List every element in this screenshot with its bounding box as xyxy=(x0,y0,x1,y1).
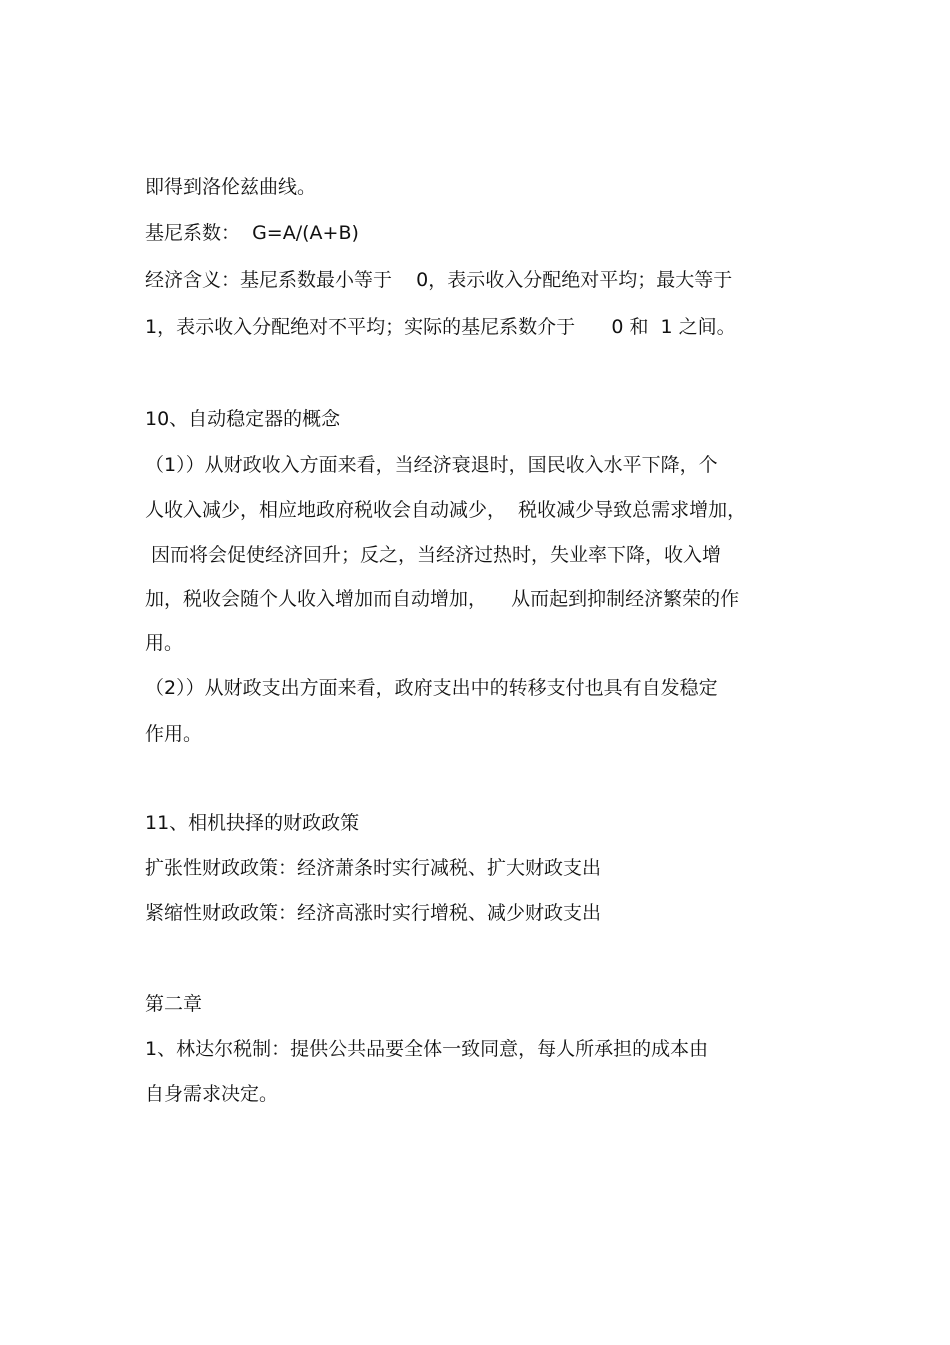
section-heading: 11、相机抉择的财政政策 xyxy=(145,812,360,834)
text-line: 即得到洛伦兹曲线。 xyxy=(145,176,317,198)
text-line: 经济含义：基尼系数最小等于 0，表示收入分配绝对平均；最大等于 xyxy=(145,269,733,291)
text-line: 人收入减少，相应地政府税收会自动减少， 税收减少导致总需求增加， xyxy=(145,499,747,521)
text-line: 用。 xyxy=(145,632,184,654)
text-line: 紧缩性财政政策：经济高涨时实行增税、减少财政支出 xyxy=(145,902,602,924)
gini-formula-line: 基尼系数： G=A/(A+B) xyxy=(145,222,359,244)
text-line: 1，表示收入分配绝对不平均；实际的基尼系数介于 0 和 1 之间。 xyxy=(145,316,736,338)
text-line: 自身需求决定。 xyxy=(145,1083,279,1105)
text-line: 1、林达尔税制：提供公共品要全体一致同意，每人所承担的成本由 xyxy=(145,1038,709,1060)
text-line: 扩张性财政政策：经济萧条时实行减税、扩大财政支出 xyxy=(145,857,602,879)
text-line: 加，税收会随个人收入增加而自动增加， 从而起到抑制经济繁荣的作 xyxy=(145,588,740,610)
text-line: （2））从财政支出方面来看，政府支出中的转移支付也具有自发稳定 xyxy=(145,677,718,699)
text-line: （1））从财政收入方面来看，当经济衰退时，国民收入水平下降，个 xyxy=(145,454,718,476)
text-line: 作用。 xyxy=(145,723,203,745)
section-heading: 10、自动稳定器的概念 xyxy=(145,408,341,430)
text-line: 因而将会促使经济回升；反之，当经济过热时，失业率下降，收入增 xyxy=(145,544,722,566)
chapter-heading: 第二章 xyxy=(145,993,203,1015)
